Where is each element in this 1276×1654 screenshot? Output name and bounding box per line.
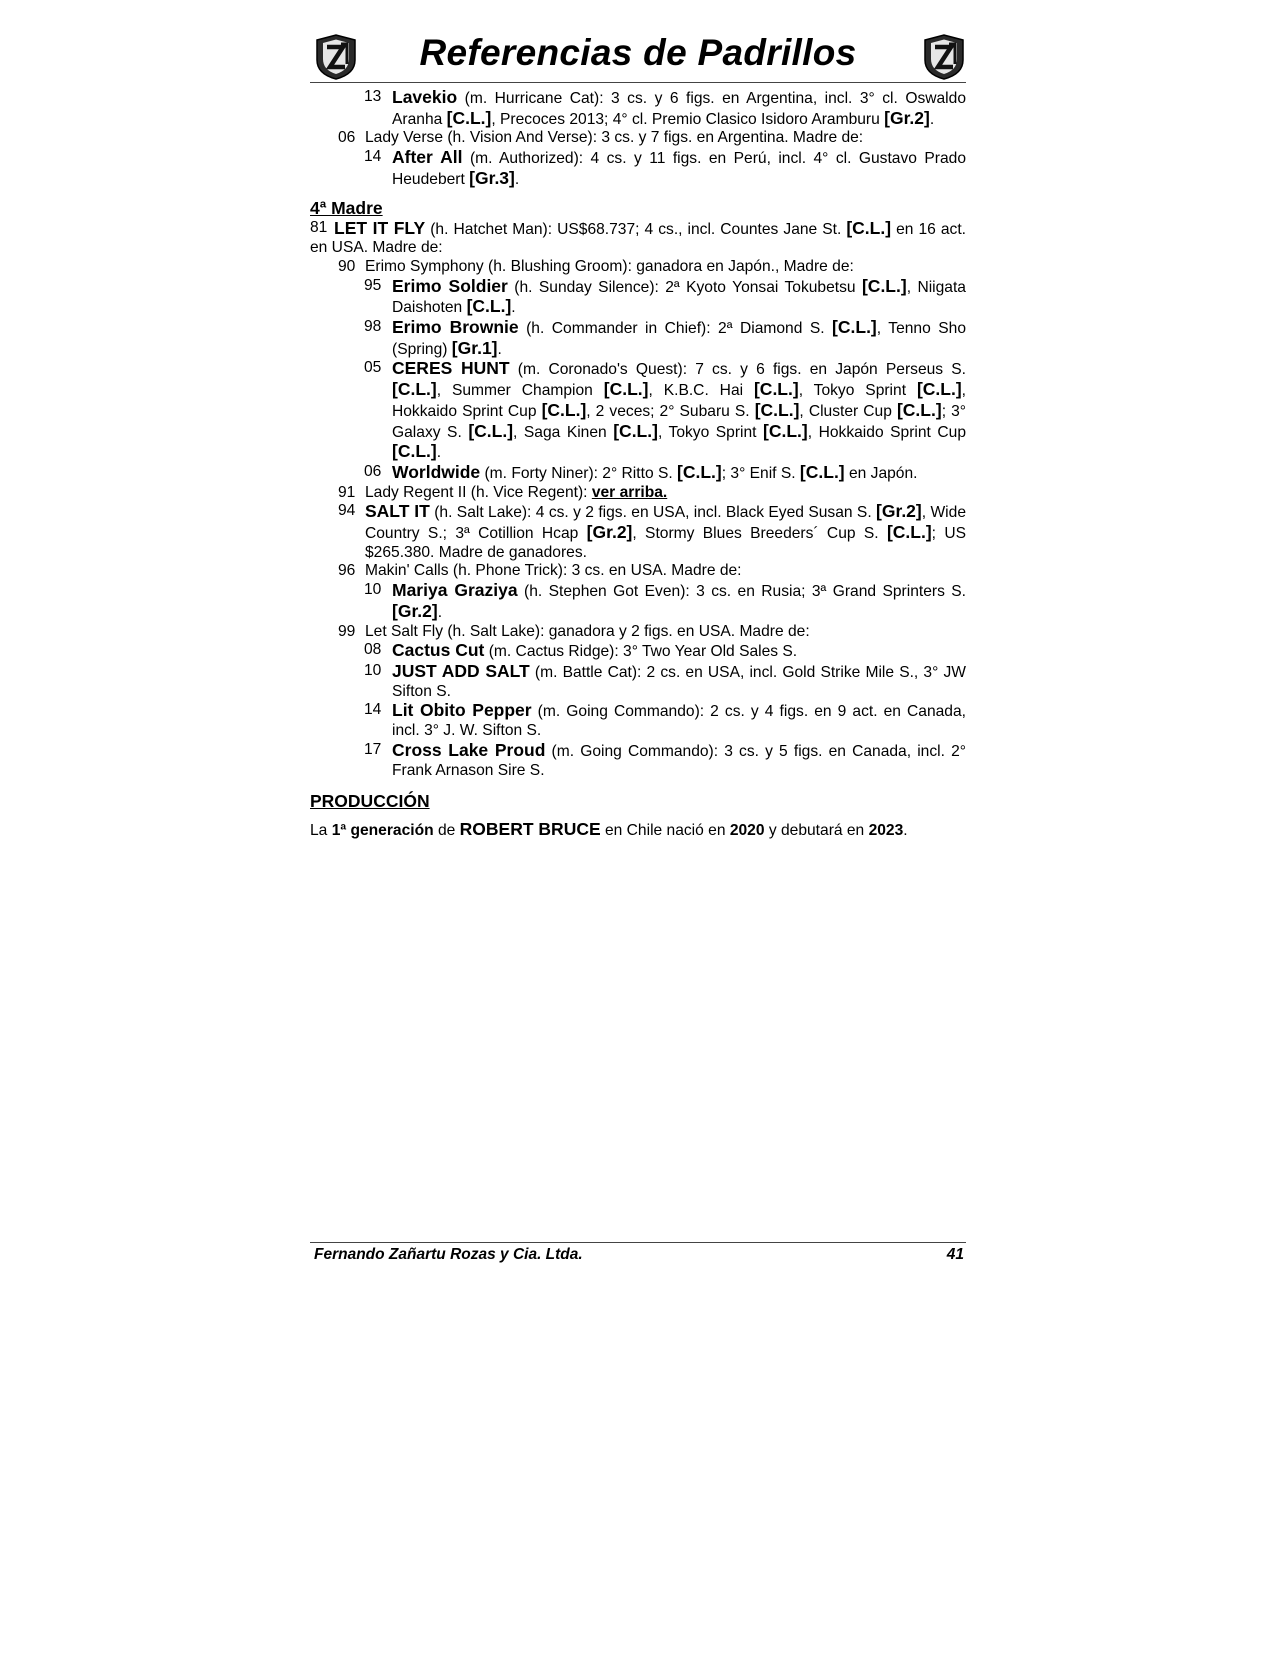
- entry-year: 05: [364, 359, 382, 377]
- race-grade-tag: [Gr.2]: [884, 107, 930, 128]
- text-run: .: [929, 110, 935, 128]
- text-run: (m. Cactus Ridge): 3° Two Year Old Sales S.: [484, 643, 798, 661]
- header-rule: [310, 82, 966, 83]
- page-title: Referencias de Padrillos: [419, 32, 857, 73]
- horse-name: Lavekio: [392, 87, 458, 107]
- race-grade-tag: [C.L.]: [466, 296, 512, 317]
- text-run: 1ª generación: [331, 822, 434, 840]
- horse-name: Lit Obito Pepper: [392, 700, 532, 721]
- text-run: , Hokkaido Sprint Cup: [807, 423, 966, 441]
- text-run: 2020: [729, 822, 765, 840]
- entry-year: 91: [338, 483, 356, 501]
- text-run: , 2 veces; 2° Subaru S.: [586, 402, 755, 420]
- text-run: 2023: [868, 822, 904, 840]
- text-run: (m. Authorized): 4 cs. y 11 figs. en Perú, incl. 4° cl. Gustavo Prado Heudebert: [392, 150, 966, 188]
- text-run: , Precoces 2013; 4° cl. Premio Clasico Isidoro Aramburu: [491, 110, 885, 128]
- race-grade-tag: [Gr.3]: [469, 167, 515, 188]
- pedigree-entry: [310, 277, 966, 318]
- entry-year: 90: [338, 257, 356, 275]
- pedigree-entry: [310, 562, 966, 581]
- page-footer: [310, 1242, 966, 1264]
- section-heading-produccion: PRODUCCIÓN: [310, 791, 430, 812]
- text-run: .: [436, 444, 442, 462]
- race-grade-tag: [C.L.]: [916, 379, 962, 400]
- text-run: ; 3° Galaxy S.: [392, 402, 966, 441]
- pedigree-entry: [310, 88, 966, 129]
- text-run: de: [433, 822, 460, 840]
- entry-year: 81: [310, 218, 328, 236]
- entry-text: [365, 562, 966, 581]
- entry-year: 98: [364, 318, 382, 336]
- pedigree-entry: [310, 463, 966, 484]
- entry-year: 99: [338, 622, 356, 640]
- text-run: (m. Hurricane Cat): 3 cs. y 6 figs. en Argentina, incl. 3° cl. Oswaldo Aranha: [392, 90, 966, 128]
- race-grade-tag: [C.L.]: [846, 217, 892, 238]
- entry-year: 06: [364, 462, 382, 480]
- race-grade-tag: [Gr.1]: [451, 337, 498, 358]
- page-number: 41: [946, 1246, 964, 1263]
- text-run: Erimo Symphony (h. Blushing Groom): ganadora en Japón., Madre de:: [365, 257, 854, 275]
- horse-name: CERES HUNT: [392, 358, 510, 379]
- pedigree-entry: [310, 701, 966, 740]
- text-run: .: [437, 603, 443, 621]
- text-run: , Saga Kinen: [513, 423, 614, 441]
- entry-text: [392, 581, 966, 622]
- text-run: .: [903, 822, 908, 840]
- race-grade-tag: [Gr.2]: [586, 522, 633, 543]
- document-page: [310, 30, 967, 1263]
- entry-text: [310, 219, 966, 258]
- text-run: Makin' Calls (h. Phone Trick): 3 cs. en USA. Madre de:: [365, 562, 742, 580]
- text-run: (h. Stephen Got Even): 3 cs. en Rusia; 3ª Grand Sprinters S.: [517, 583, 967, 601]
- race-grade-tag: [C.L.]: [832, 317, 877, 338]
- entry-text: [392, 148, 966, 189]
- entry-year: 94: [338, 502, 356, 520]
- entry-year: 95: [364, 276, 382, 294]
- text-run: (m. Coronado's Quest): 7 cs. y 6 figs. en Japón Perseus S.: [509, 361, 966, 379]
- section-heading-4a-madre: 4ª Madre: [310, 197, 383, 218]
- pedigree-content: [310, 88, 966, 841]
- pedigree-entry: [310, 741, 966, 780]
- horse-name: Mariya Graziya: [392, 580, 518, 601]
- text-run: , Niigata Daishoten: [392, 278, 966, 317]
- pedigree-entry: [310, 219, 966, 258]
- horse-name: LET IT FLY: [334, 217, 426, 238]
- pedigree-entry: [310, 318, 966, 359]
- entry-text: [392, 701, 966, 740]
- entry-year: 06: [338, 129, 356, 147]
- horse-name: After All: [392, 147, 463, 168]
- text-run: , Tokyo Sprint: [657, 423, 764, 441]
- pedigree-entry: [310, 129, 966, 148]
- horse-name: SALT IT: [365, 501, 430, 522]
- text-run: , Tokyo Sprint: [798, 382, 917, 400]
- race-grade-tag: [C.L.]: [603, 379, 649, 400]
- text-run: , Hokkaido Sprint Cup: [392, 382, 966, 420]
- race-grade-tag: [C.L.]: [799, 461, 845, 482]
- text-run: (h. Commander in Chief): 2ª Diamond S.: [518, 320, 833, 338]
- race-grade-tag: [C.L.]: [392, 379, 437, 400]
- text-run: , Summer Champion: [436, 382, 604, 400]
- horse-name: Erimo Brownie: [392, 317, 519, 338]
- page-header: [310, 30, 966, 84]
- cross-reference-link: ver arriba.: [591, 483, 668, 501]
- text-run: ; 3° Enif S.: [721, 464, 800, 482]
- text-run: (m. Going Commando): 3 cs. y 5 figs. en Canada, incl. 2° Frank Arnason Sire S.: [392, 742, 966, 779]
- entry-text: [365, 484, 966, 503]
- entry-year: 10: [364, 581, 382, 599]
- entry-year: 10: [364, 661, 382, 679]
- race-grade-tag: [C.L.]: [392, 441, 437, 462]
- text-run: , Wide Country S.; 3ª Cotillion Hcap: [365, 504, 966, 543]
- entry-text: [392, 741, 966, 780]
- entry-text: [392, 277, 966, 318]
- pedigree-entry: [310, 359, 966, 463]
- text-run: (h. Salt Lake): 4 cs. y 2 figs. en USA, incl. Black Eyed Susan S.: [429, 504, 877, 522]
- race-grade-tag: [C.L.]: [541, 399, 587, 420]
- race-grade-tag: [Gr.2]: [876, 501, 922, 522]
- text-run: , Tenno Sho (Spring): [392, 320, 966, 358]
- text-run: .: [511, 299, 516, 317]
- horse-name: Erimo Soldier: [392, 275, 508, 296]
- entry-year: 17: [364, 740, 382, 758]
- entry-year: 14: [364, 701, 382, 719]
- text-run: Lady Verse (h. Vision And Verse): 3 cs. y 7 figs. en Argentina. Madre de:: [365, 129, 864, 147]
- entry-text: [365, 623, 966, 642]
- text-run: (m. Going Commando): 2 cs. y 4 figs. en 9 act. en Canada, incl. 3° J. W. Sifton S.: [392, 703, 966, 740]
- entry-text: [365, 502, 966, 562]
- shield-logo-icon: [922, 34, 966, 80]
- pedigree-entry: [310, 641, 966, 662]
- entry-text: [392, 359, 966, 463]
- pedigree-entry: [310, 484, 966, 503]
- entry-year: 96: [338, 562, 356, 580]
- entry-text: [365, 258, 966, 277]
- text-run: .: [514, 170, 520, 188]
- race-grade-tag: [C.L.]: [677, 461, 722, 482]
- entry-year: 08: [364, 641, 382, 659]
- text-run: .: [497, 340, 502, 358]
- horse-name: JUST ADD SALT: [392, 660, 530, 681]
- race-grade-tag: [C.L.]: [861, 275, 907, 296]
- pedigree-entry: [310, 148, 966, 189]
- race-grade-tag: [C.L.]: [886, 522, 932, 543]
- race-grade-tag: [C.L.]: [613, 420, 658, 441]
- entry-text: [392, 662, 966, 701]
- pedigree-entry: [310, 662, 966, 701]
- text-run: ; US $265.380. Madre de ganadores.: [365, 525, 967, 561]
- text-run: y debutará en: [764, 822, 869, 840]
- pedigree-entry: [310, 502, 966, 562]
- footer-rule: [310, 1242, 966, 1243]
- horse-name: ROBERT BRUCE: [459, 819, 601, 840]
- pedigree-entry: [310, 623, 966, 642]
- text-run: (h. Sunday Silence): 2ª Kyoto Yonsai Tokubetsu: [507, 278, 862, 296]
- text-run: (m. Forty Niner): 2° Ritto S.: [480, 464, 678, 482]
- text-run: La: [310, 822, 332, 840]
- footer-company: Fernando Zañartu Rozas y Cia. Ltda.: [314, 1246, 583, 1263]
- entry-text: [392, 88, 966, 129]
- produccion-text: [310, 820, 966, 841]
- race-grade-tag: [C.L.]: [753, 379, 799, 400]
- text-run: Lady Regent II (h. Vice Regent):: [365, 483, 592, 501]
- text-run: (m. Battle Cat): 2 cs. en USA, incl. Gold Strike Mile S., 3° JW Sifton S.: [392, 663, 966, 700]
- entry-text: [365, 129, 966, 148]
- text-run: Let Salt Fly (h. Salt Lake): ganadora y 2 figs. en USA. Madre de:: [365, 622, 810, 640]
- race-grade-tag: [C.L.]: [468, 420, 514, 441]
- entry-year: 13: [364, 88, 382, 105]
- pedigree-entry: [310, 581, 966, 622]
- pedigree-entry: [310, 258, 966, 277]
- text-run: en Japón.: [844, 464, 918, 482]
- text-run: , Stormy Blues Breeders´ Cup S.: [632, 525, 887, 543]
- race-grade-tag: [C.L.]: [763, 420, 808, 441]
- text-run: en Chile nació en: [600, 822, 730, 840]
- pedigree-list-4a-madre: [310, 219, 966, 781]
- entry-text: [392, 318, 966, 359]
- text-run: , K.B.C. Hai: [648, 382, 754, 400]
- race-grade-tag: [Gr.2]: [392, 600, 438, 621]
- text-run: (h. Hatchet Man): US$68.737; 4 cs., incl. Countes Jane St.: [425, 220, 847, 238]
- race-grade-tag: [C.L.]: [446, 107, 492, 128]
- text-run: en 16 act. en USA. Madre de:: [310, 220, 966, 257]
- race-grade-tag: [C.L.]: [754, 399, 800, 420]
- race-grade-tag: [C.L.]: [896, 399, 942, 420]
- text-run: , Cluster Cup: [799, 402, 897, 420]
- horse-name: Cross Lake Proud: [392, 739, 546, 760]
- horse-name: Worldwide: [392, 461, 481, 482]
- pedigree-list-top: [310, 88, 966, 190]
- horse-name: Cactus Cut: [392, 640, 485, 661]
- entry-text: [392, 463, 966, 484]
- entry-year: 14: [364, 148, 382, 166]
- entry-text: [392, 641, 966, 662]
